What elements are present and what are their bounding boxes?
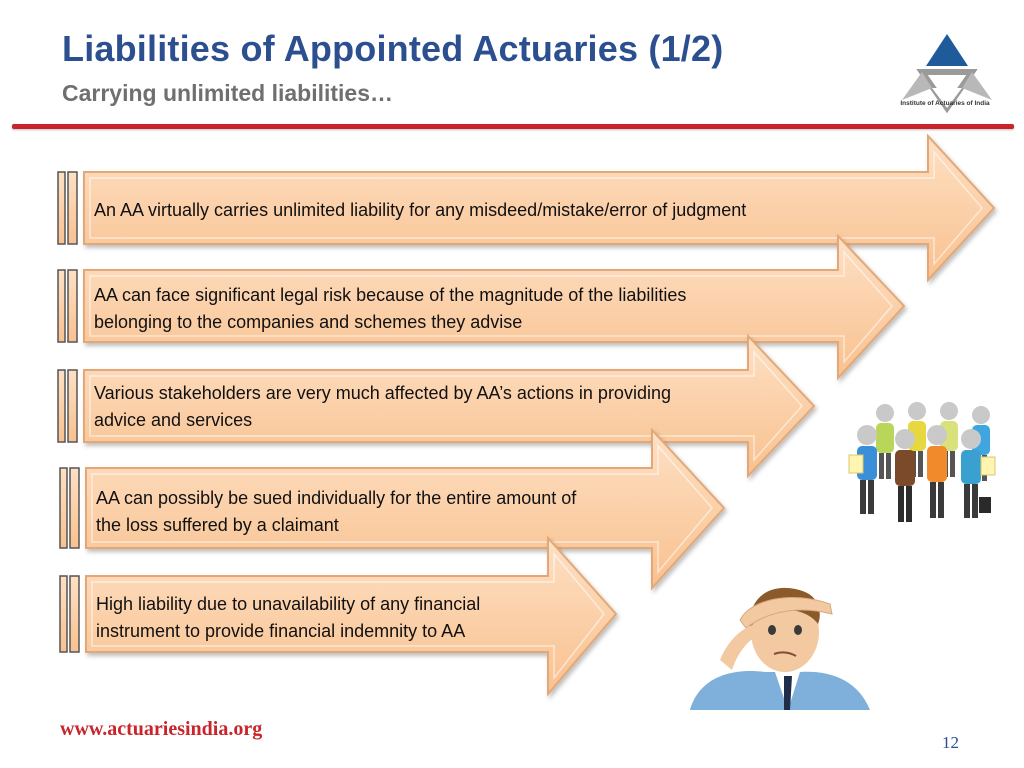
slide-title: Liabilities of Appointed Actuaries (1/2) bbox=[62, 28, 724, 69]
liability-point-3-line1: Various stakeholders are very much affected by AA’s actions in providing bbox=[94, 383, 671, 403]
liability-point-4 bbox=[96, 485, 576, 539]
business-people-icon bbox=[845, 385, 1005, 545]
liability-point-4-line2: the loss suffered by a claimant bbox=[96, 515, 339, 535]
arrow-bar-2-2 bbox=[68, 270, 77, 342]
liability-point-4-line1: AA can possibly be sued individually for the entire amount of bbox=[96, 488, 577, 508]
liability-point-2-line1: AA can face significant legal risk because of the magnitude of the liabilities bbox=[94, 285, 687, 305]
arrow-bar-1-1 bbox=[58, 172, 65, 244]
arrow-bar-3-2 bbox=[68, 370, 77, 442]
liability-point-5-line2: instrument to provide financial indemnity to AA bbox=[96, 621, 466, 641]
arrow-bar-4-1 bbox=[60, 468, 67, 548]
website-link[interactable]: www.actuariesindia.org bbox=[60, 718, 263, 740]
arrow-bar-5-2 bbox=[70, 576, 79, 652]
liability-point-1 bbox=[94, 197, 746, 224]
arrow-bar-4-2 bbox=[70, 468, 79, 548]
page-number: 12 bbox=[942, 733, 959, 752]
slide-subtitle: Carrying unlimited liabilities… bbox=[62, 80, 394, 106]
worried-man-icon bbox=[680, 580, 880, 710]
logo-caption: Institute of Actuaries of India bbox=[900, 100, 990, 107]
arrow-bar-5-1 bbox=[60, 576, 67, 652]
arrow-bar-1-2 bbox=[68, 172, 77, 244]
arrow-bar-3-1 bbox=[58, 370, 65, 442]
liability-point-5 bbox=[96, 591, 480, 645]
arrow-bar-2-1 bbox=[58, 270, 65, 342]
liability-point-3-line2: advice and services bbox=[94, 410, 253, 430]
liability-point-2 bbox=[94, 282, 686, 336]
liability-point-3 bbox=[94, 380, 671, 434]
liability-point-2-line2: belonging to the companies and schemes they advise bbox=[94, 312, 523, 332]
liability-point-5-line1: High liability due to unavailability of any financial bbox=[96, 594, 481, 614]
liability-point-1-line1: An AA virtually carries unlimited liability for any misdeed/mistake/error of judgment bbox=[94, 200, 747, 220]
